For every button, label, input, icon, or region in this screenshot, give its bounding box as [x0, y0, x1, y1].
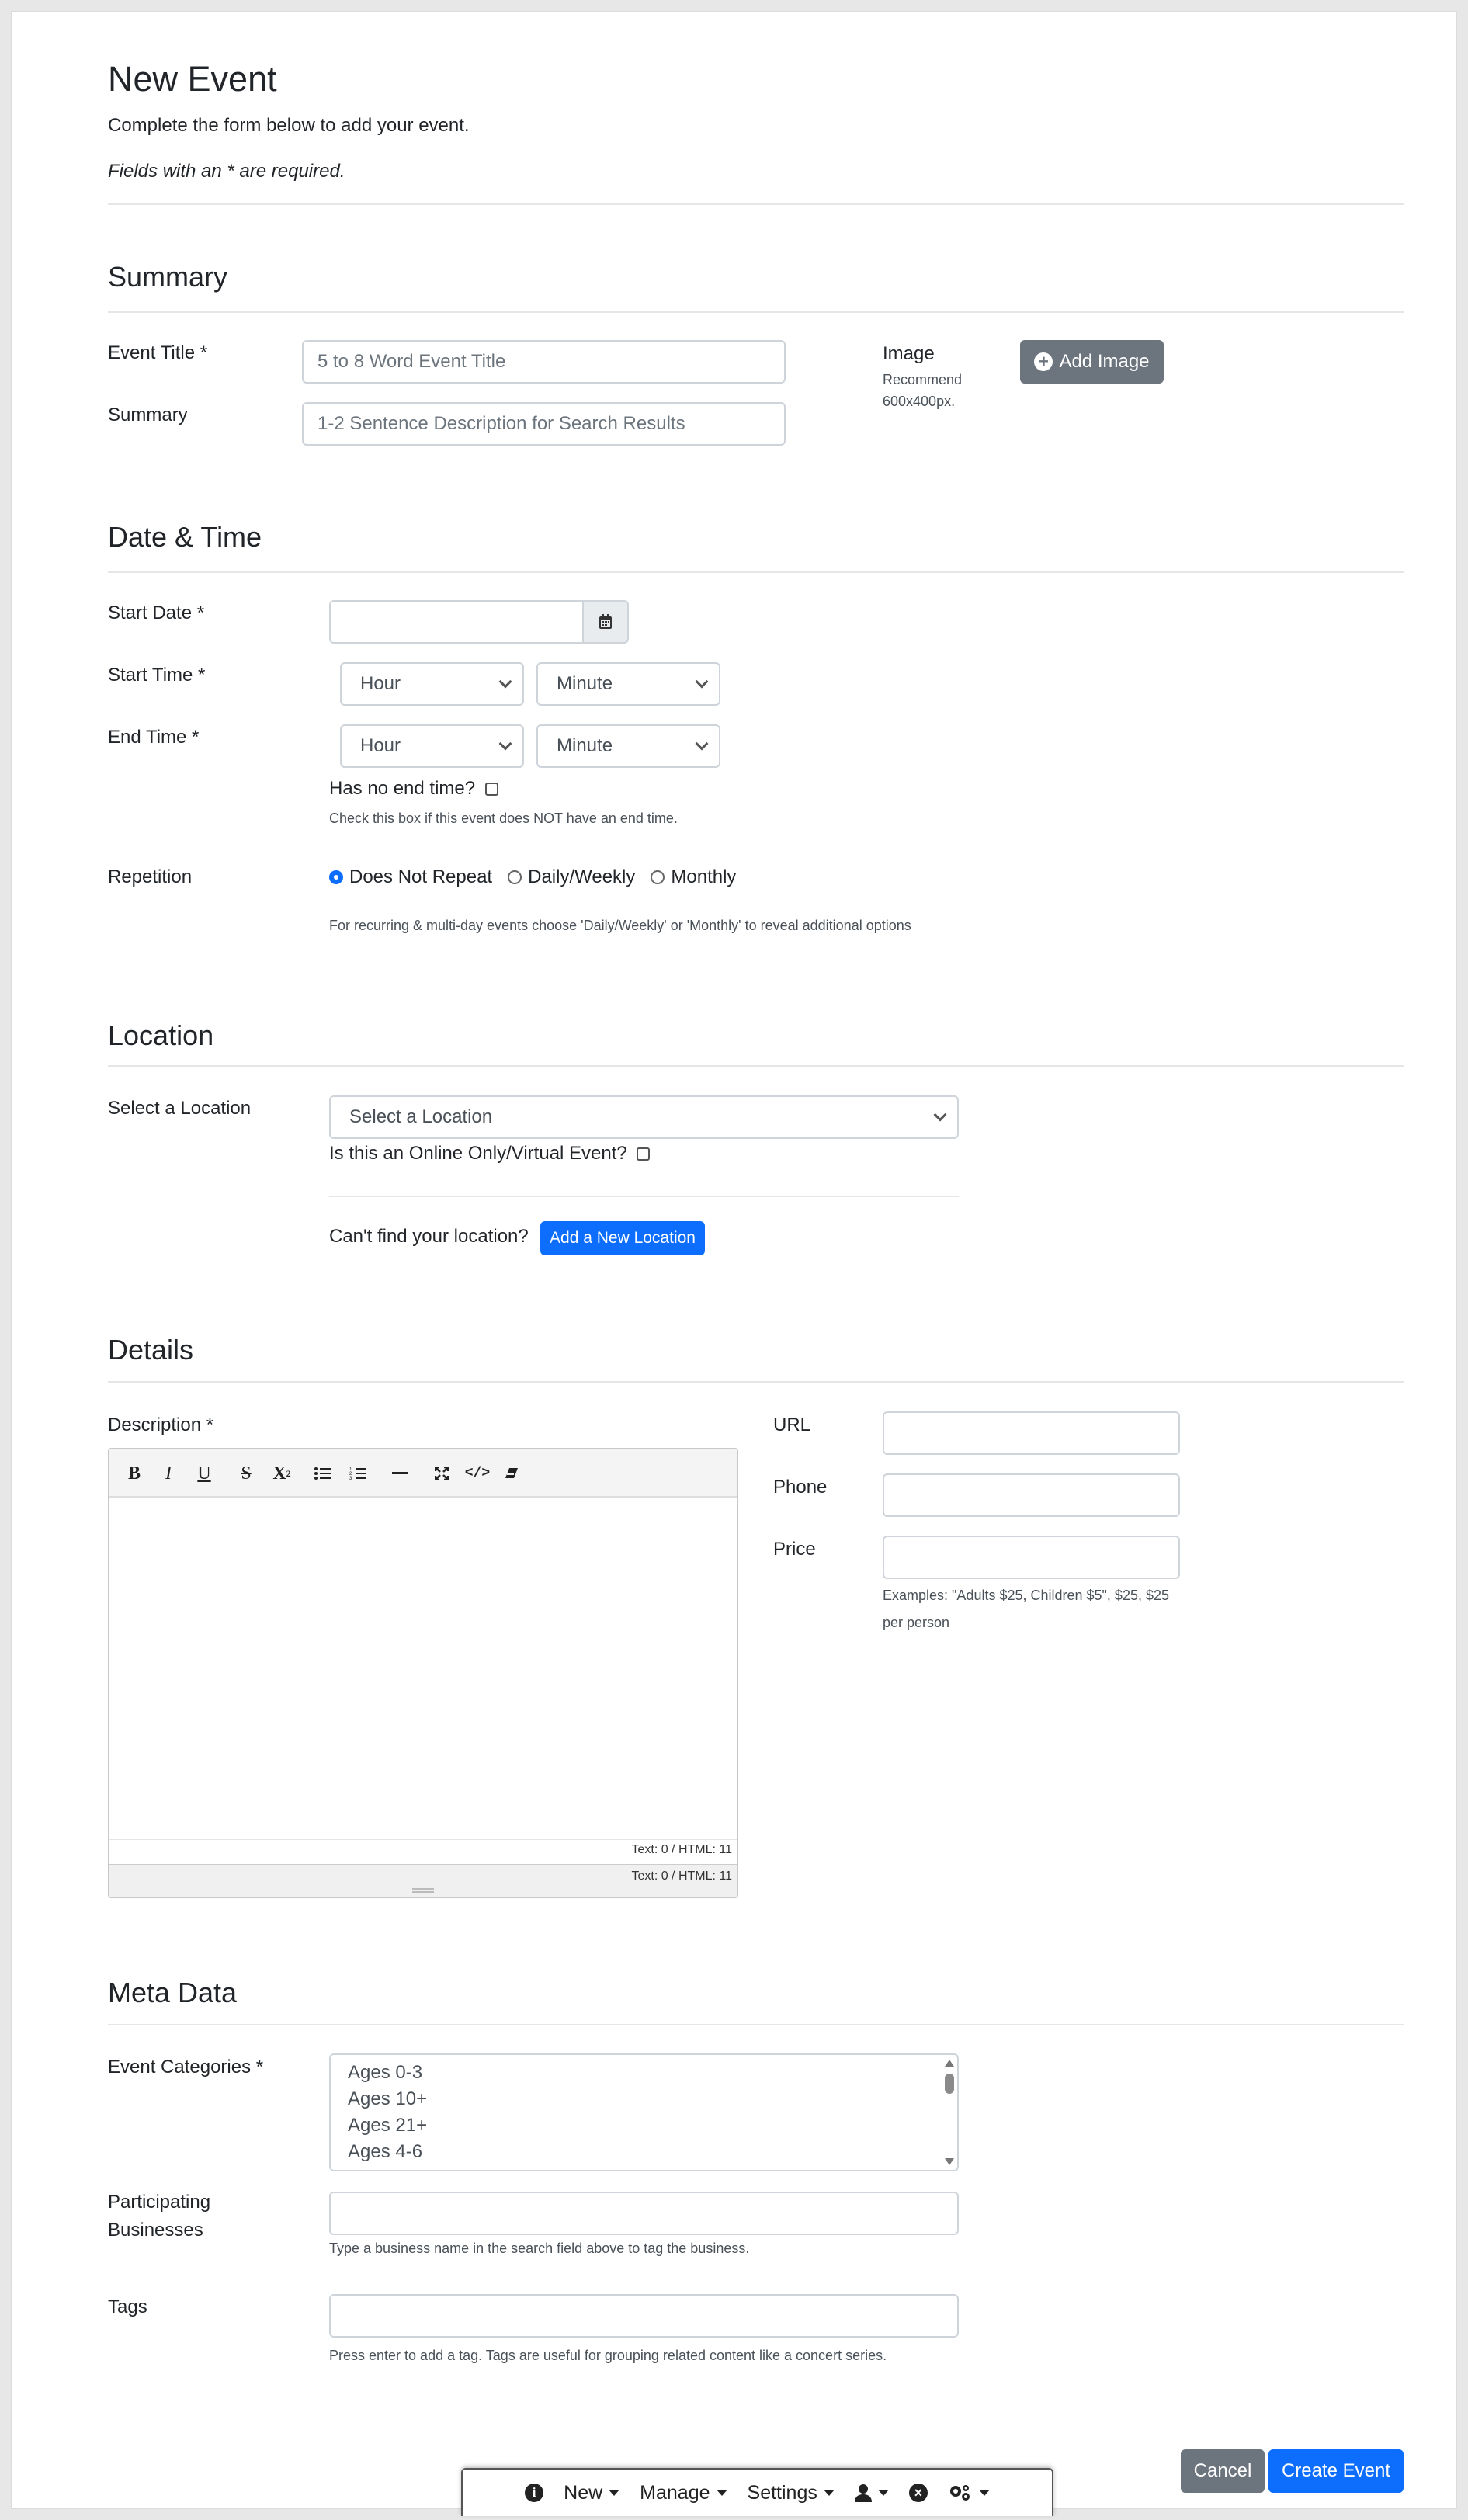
new-menu[interactable] [564, 2482, 619, 2504]
participating-businesses-input[interactable] [329, 2192, 959, 2235]
category-option[interactable]: Ages 0-3 [348, 2062, 423, 2083]
businesses-label-line-2: Businesses [108, 2220, 203, 2241]
horizontal-rule-icon[interactable] [386, 1462, 414, 1485]
category-list [348, 2060, 427, 2165]
svg-text:1: 1 [349, 1467, 352, 1472]
tags-help: Press enter to add a tag. Tags are useful for grouping related content like a concert series. [329, 2348, 887, 2363]
participating-businesses-label [108, 2191, 210, 2242]
repetition-option-label: Daily/Weekly [528, 866, 636, 887]
caret-down-icon [878, 2490, 889, 2496]
settings-menu-label: Settings [747, 2481, 817, 2504]
start-minute-select[interactable] [536, 662, 720, 706]
add-image-label: Add Image [1059, 351, 1150, 372]
svg-text:2: 2 [349, 1472, 352, 1477]
resize-handle[interactable] [412, 1888, 434, 1893]
online-event-checkbox[interactable] [637, 1147, 650, 1161]
gears-icon [948, 2484, 973, 2502]
price-help: Examples: "Adults $25, Children $5", $25, $25 [883, 1588, 1169, 1603]
add-location-button[interactable]: Add a New Location [540, 1221, 705, 1255]
admin-taskbar [461, 2468, 1053, 2516]
no-end-time-label: Has no end time? [329, 778, 476, 799]
event-categories-label: Event Categories * [108, 2057, 264, 2077]
intro-text: Complete the form below to add your event. [108, 115, 470, 136]
meta-heading: Meta Data [108, 1977, 238, 2008]
manage-menu-label: Manage [640, 2481, 710, 2504]
no-end-time-checkbox[interactable] [485, 783, 498, 796]
divider [329, 1196, 959, 1197]
radio-selected[interactable] [329, 870, 343, 884]
radio-unselected[interactable] [651, 870, 665, 884]
start-hour-select[interactable] [340, 662, 524, 706]
editor-footer-counter: Text: 0 / HTML: 11 [631, 1869, 732, 1883]
divider [108, 203, 1404, 205]
end-minute-value: Minute [557, 735, 613, 756]
new-menu-label: New [564, 2481, 603, 2504]
businesses-label-line-1: Participating [108, 2192, 211, 2213]
settings-menu[interactable] [748, 2482, 835, 2504]
url-input[interactable] [883, 1411, 1180, 1455]
start-hour-value: Hour [360, 673, 401, 694]
svg-text:3: 3 [349, 1477, 352, 1480]
event-title-input[interactable] [302, 340, 786, 384]
event-title-label: Event Title * [108, 342, 208, 363]
divider [108, 2024, 1404, 2025]
bold-icon[interactable]: B [127, 1463, 141, 1484]
scroll-up-icon[interactable] [945, 2060, 954, 2067]
end-hour-select[interactable] [340, 724, 524, 768]
divider [108, 1381, 1404, 1383]
businesses-help: Type a business name in the search field above to tag the business. [329, 2241, 750, 2256]
required-note: Fields with an * are required. [108, 161, 345, 182]
online-event-label: Is this an Online Only/Virtual Event? [329, 1143, 627, 1164]
event-form-card [11, 11, 1457, 2509]
user-icon [855, 2484, 872, 2502]
editor-counter: Text: 0 / HTML: 11 [109, 1839, 737, 1864]
italic-icon[interactable]: I [165, 1463, 172, 1484]
start-date-label: Start Date * [108, 602, 205, 623]
location-heading: Location [108, 1019, 214, 1051]
summary-heading: Summary [108, 261, 228, 293]
fullscreen-icon[interactable] [428, 1462, 456, 1485]
strikethrough-icon[interactable]: S [241, 1463, 252, 1484]
repetition-option-label: Does Not Repeat [349, 866, 493, 887]
caret-down-icon [979, 2490, 990, 2496]
calendar-icon [599, 614, 613, 630]
price-help-continued: per person [883, 1615, 950, 1630]
divider [108, 571, 1404, 573]
repetition-option-daily-weekly[interactable] [508, 866, 635, 889]
code-view-icon[interactable]: </> [464, 1466, 491, 1481]
url-label: URL [773, 1414, 811, 1435]
caret-down-icon [717, 2490, 727, 2496]
datetime-heading: Date & Time [108, 521, 262, 553]
repetition-group [329, 866, 736, 889]
start-date-input[interactable] [329, 600, 584, 644]
category-option[interactable]: Ages 10+ [348, 2088, 428, 2109]
chevron-down-icon [696, 675, 709, 689]
scroll-down-icon[interactable] [945, 2158, 954, 2165]
location-select[interactable] [329, 1095, 959, 1139]
cant-find-text: Can't find your location? [329, 1226, 529, 1247]
select-location-label: Select a Location [108, 1098, 252, 1119]
end-time-label: End Time * [108, 727, 200, 748]
listbox-scrollbar[interactable] [942, 2055, 957, 2170]
category-option[interactable]: Ages 4-6 [348, 2141, 423, 2162]
no-end-time-row [329, 777, 498, 800]
cancel-button[interactable]: Cancel [1181, 2449, 1265, 2493]
description-label: Description * [108, 1414, 214, 1435]
image-hint: Recommend [883, 372, 963, 387]
start-minute-value: Minute [557, 673, 613, 694]
start-time-label: Start Time * [108, 665, 206, 686]
editor-footer [109, 1864, 737, 1897]
end-hour-value: Hour [360, 735, 401, 756]
description-editor [108, 1448, 738, 1898]
image-size-hint: 600x400px. [883, 394, 956, 409]
price-label: Price [773, 1539, 816, 1560]
chevron-down-icon [696, 738, 709, 751]
add-image-button[interactable] [1020, 340, 1164, 384]
gears-menu[interactable] [948, 2484, 990, 2502]
details-heading: Details [108, 1334, 194, 1366]
page-title: New Event [108, 59, 277, 99]
close-circle-icon[interactable]: × [909, 2484, 928, 2502]
chevron-down-icon [934, 1109, 947, 1122]
manage-menu[interactable] [640, 2482, 727, 2504]
end-minute-select[interactable] [536, 724, 720, 768]
repetition-label: Repetition [108, 866, 193, 887]
user-menu[interactable] [855, 2484, 889, 2502]
tags-input[interactable] [329, 2294, 959, 2338]
divider [108, 311, 1404, 313]
repetition-option-none[interactable] [329, 866, 492, 889]
info-icon[interactable]: i [525, 2484, 543, 2502]
underline-icon[interactable]: U [197, 1463, 211, 1484]
location-select-value: Select a Location [349, 1106, 493, 1127]
editor-toolbar [109, 1449, 737, 1498]
caret-down-icon [824, 2490, 835, 2496]
eraser-icon[interactable] [498, 1462, 526, 1485]
no-end-time-help: Check this box if this event does NOT have an end time. [329, 810, 678, 826]
calendar-button[interactable] [582, 600, 629, 644]
chevron-down-icon [499, 738, 512, 751]
chevron-down-icon [499, 675, 512, 689]
radio-unselected[interactable] [508, 870, 522, 884]
caret-down-icon [609, 2490, 619, 2496]
editor-content-area[interactable] [109, 1498, 737, 1839]
superscript-icon[interactable]: X 2 [272, 1463, 291, 1484]
summary-label: Summary [108, 404, 188, 425]
event-categories-listbox[interactable] [329, 2053, 959, 2171]
scroll-thumb[interactable] [945, 2074, 954, 2094]
price-input[interactable] [883, 1536, 1180, 1579]
phone-input[interactable] [883, 1473, 1180, 1517]
bullet-list-icon[interactable] [308, 1462, 336, 1485]
image-label: Image [883, 343, 935, 364]
plus-circle-icon: + [1034, 352, 1053, 371]
repetition-option-label: Monthly [671, 866, 737, 887]
phone-label: Phone [773, 1477, 828, 1498]
online-event-row [329, 1142, 650, 1165]
tags-label: Tags [108, 2296, 147, 2317]
numbered-list-icon[interactable] [344, 1462, 372, 1485]
divider [108, 1065, 1404, 1067]
category-option[interactable]: Ages 21+ [348, 2115, 428, 2136]
repetition-option-monthly[interactable] [651, 866, 736, 889]
repetition-help: For recurring & multi-day events choose 'Daily/Weekly' or 'Monthly' to reveal additional options [329, 918, 911, 933]
summary-input[interactable] [302, 402, 786, 446]
create-event-button[interactable]: Create Event [1268, 2449, 1404, 2493]
